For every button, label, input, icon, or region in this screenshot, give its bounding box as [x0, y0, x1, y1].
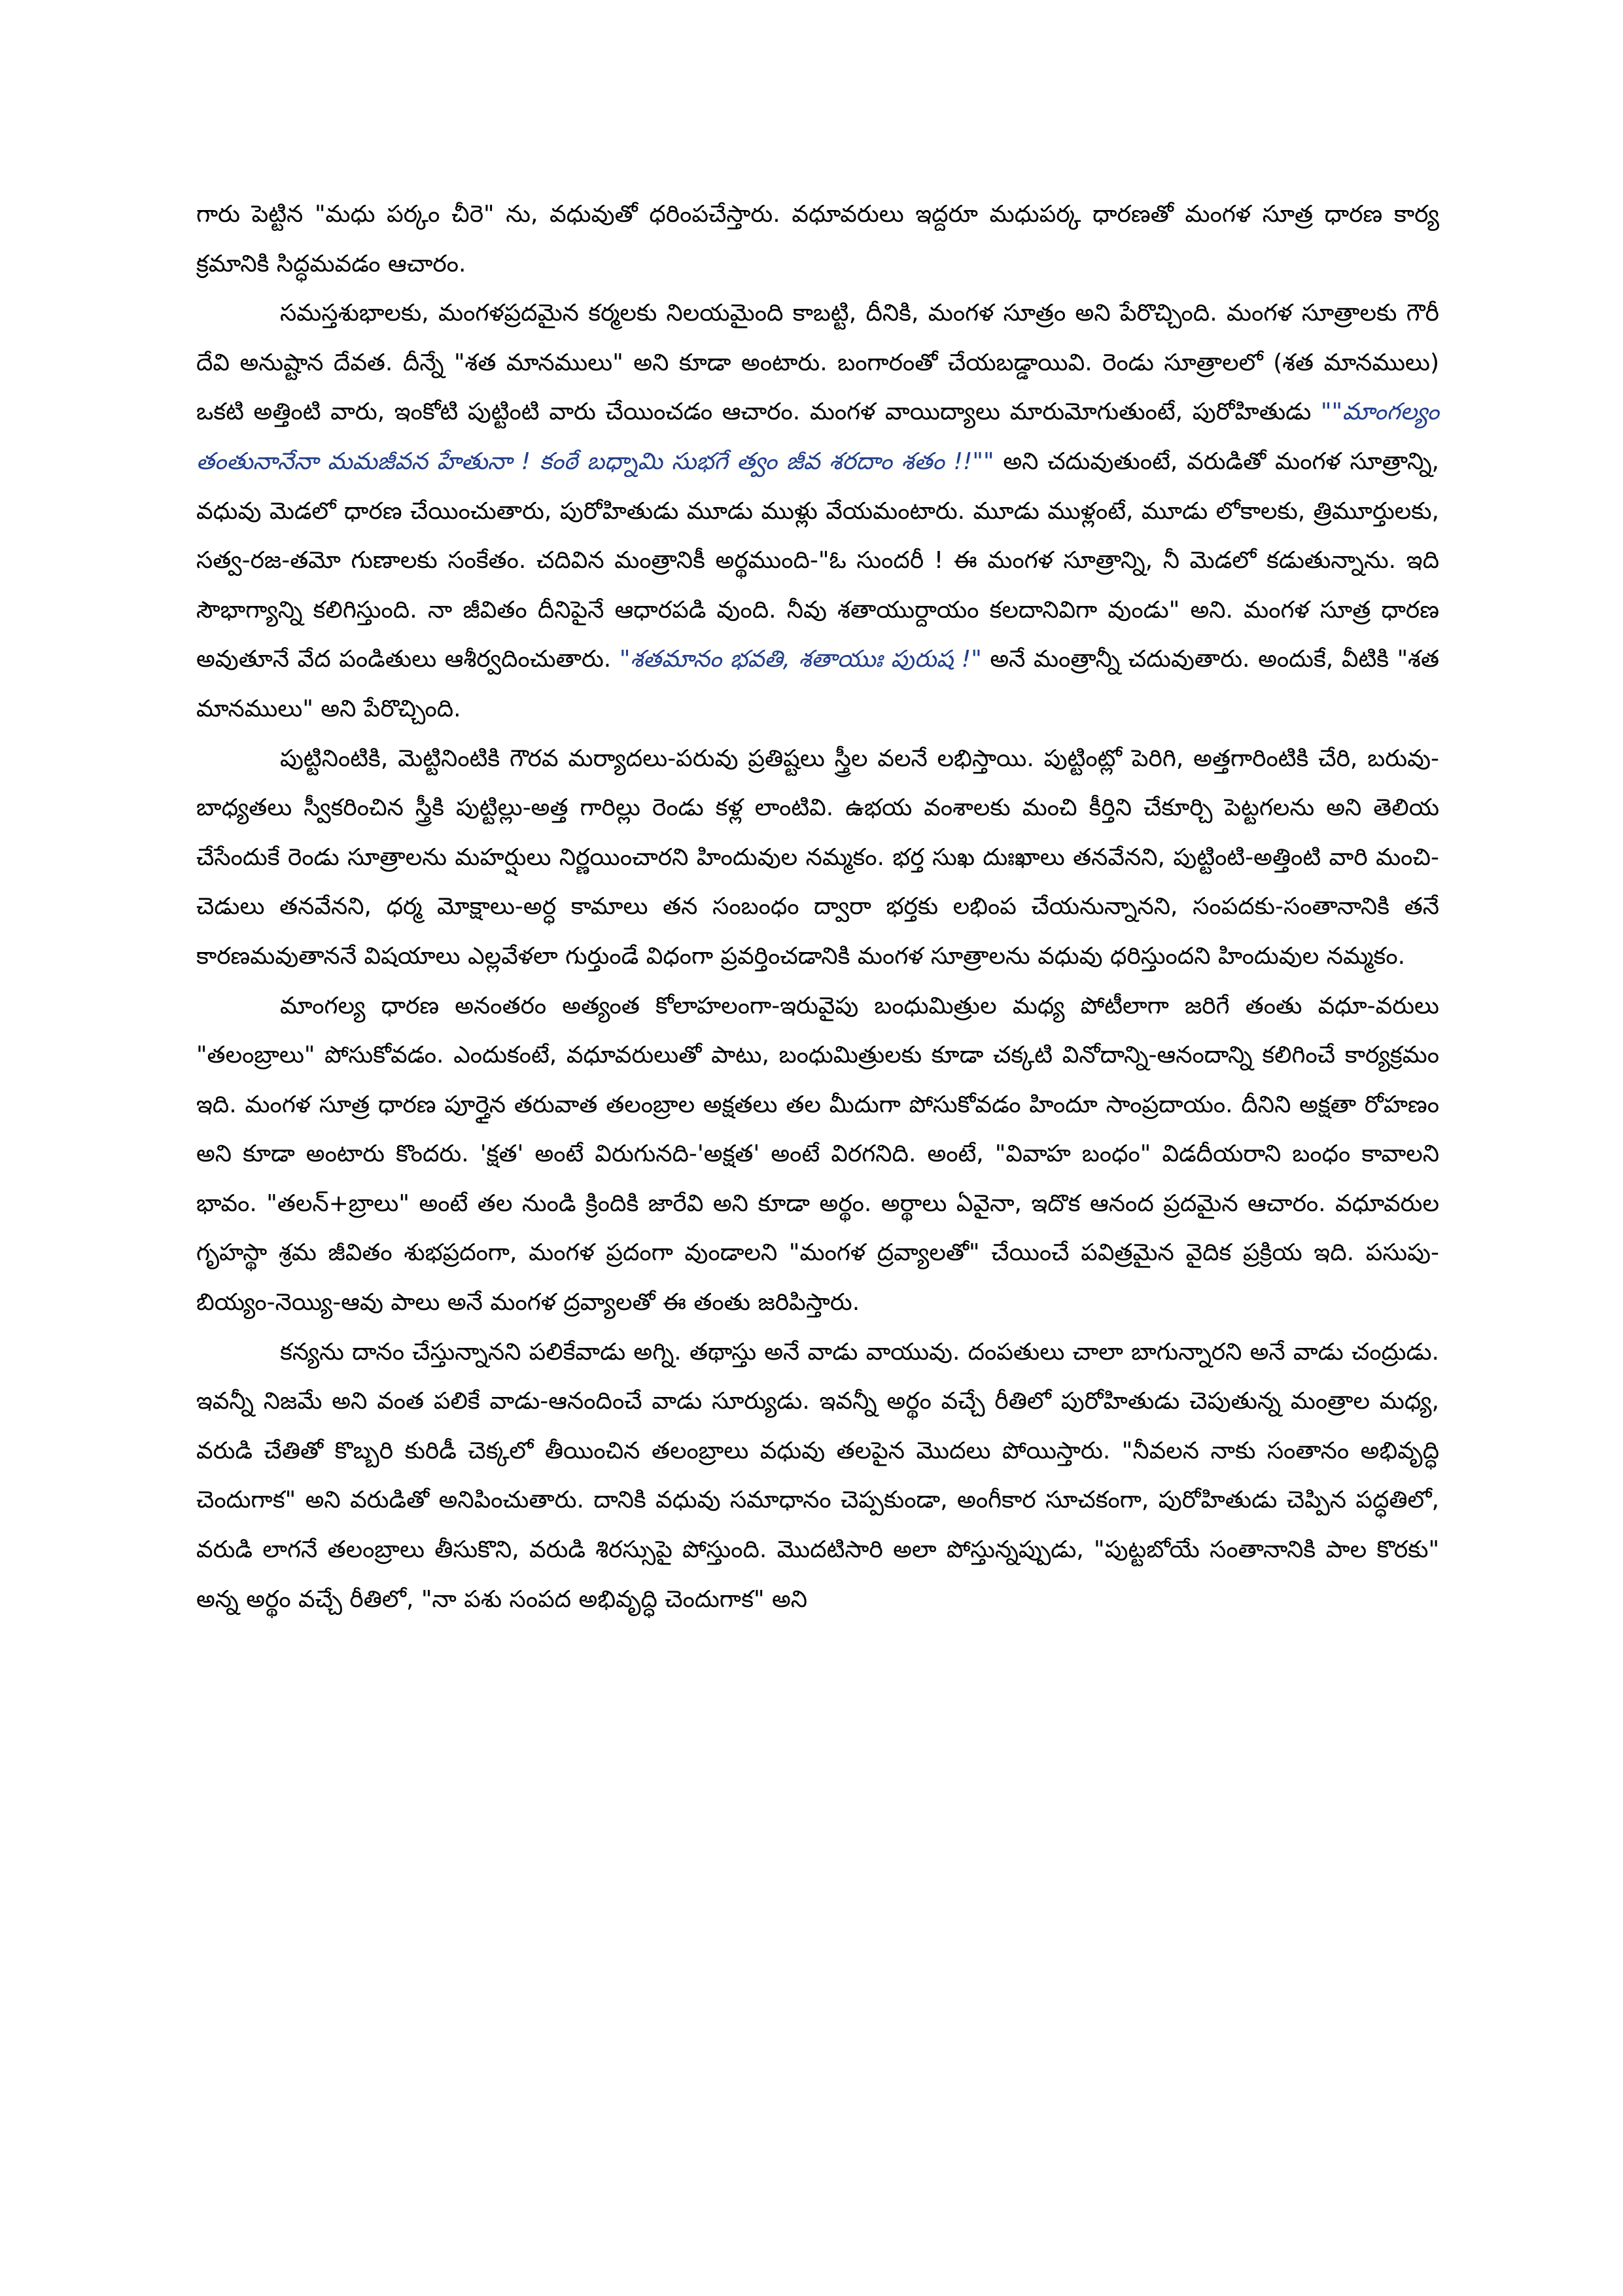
paragraph [196, 289, 1439, 733]
mantra-quote: "శతమానం భవతి, శతాయుః పురుష !" [619, 646, 982, 673]
paragraph-text: మాంగల్య ధారణ అనంతరం అత్యంత కోలాహలంగా-ఇరువైపు బంధుమిత్రుల మధ్య పోటీలాగా జరిగే తంతు వధూ-వరులు "తలంబ్రాలు" పోసుకోవడం. ఎందుకంటే, వధూవరులుతో పాటు, బంధుమిత్రులకు కూడా చక్కటి వినోదాన్ని-ఆనందాన్ని కలిగించే కార్యక్రమం ఇది. మంగళ సూత్ర ధారణ పూర్తైన తరువాత తలంబ్రాల అక్షతలు తల మీదుగా పోసుకోవడం హిందూ సాంప్రదాయం. దీనిని అక్షతా రోహణం అని కూడా అంటారు కొందరు. 'క్షత' అంటే విరుగునది-'అక్షత' అంటే విరగనిది. అంటే, "వివాహ బంధం" విడదీయరాని బంధం కావాలని భావం. "తలన్+బ్రాలు" అంటే తల నుండి క్రిందికి జారేవి అని కూడా అర్థం. అర్థాలు ఏవైనా, ఇదొక ఆనంద ప్రదమైన ఆచారం. వధూవరుల గృహస్థా శ్రమ జీవితం శుభప్రదంగా, మంగళ ప్రదంగా వుండాలని "మంగళ ద్రవ్యాలతో" చేయించే పవిత్రమైన వైదిక ప్రక్రియ ఇది. పసుపు-బియ్యం-నెయ్యి-ఆవు పాలు అనే మంగళ ద్రవ్యాలతో ఈ తంతు జరిపిస్తారు. [196, 992, 1439, 1316]
paragraph-text: కన్యను దానం చేస్తున్నానని పలికేవాడు అగ్ని. తథాస్తు అనే వాడు వాయువు. దంపతులు చాలా బాగున్నారని అనే వాడు చంద్రుడు. ఇవన్నీ నిజమే అని వంత పలికే వాడు-ఆనందించే వాడు సూర్యుడు. ఇవన్నీ అర్థం వచ్చే రీతిలో పురోహితుడు చెపుతున్న మంత్రాల మధ్య, వరుడి చేతితో కొబ్బరి కురిడీ చెక్కలో తీయించిన తలంబ్రాలు వధువు తలపైన మొదలు పోయిస్తారు. "నీవలన నాకు సంతానం అభివృద్ధి చెందుగాక" అని వరుడితో అనిపించుతారు. దానికి వధువు సమాధానం చెప్పకుండా, అంగీకార సూచకంగా, పురోహితుడు చెప్పిన పద్ధతిలో, వరుడి లాగనే తలంబ్రాలు తీసుకొని, వరుడి శిరస్సుపై పోస్తుంది. మొదటిసారి అలా పోస్తున్నప్పుడు, "పుట్టబోయే సంతానానికి పాల కొరకు" అన్న అర్థం వచ్చే రీతిలో, "నా పశు సంపద అభివృద్ధి చెందుగాక" అని [196, 1338, 1439, 1613]
paragraph-text: గారు పెట్టిన "మధు పర్కం చీరె" ను, వధువుతో ధరింపచేస్తారు. వధూవరులు ఇద్దరూ మధుపర్క ధారణతో మంగళ సూత్ర ధారణ కార్య క్రమానికి సిద్ధమవడం ఆచారం. [196, 201, 1439, 277]
paragraph [196, 734, 1439, 981]
paragraph [196, 981, 1439, 1328]
paragraph-text: అనే మంత్రాన్నీ చదువుతారు. అందుకే, వీటికి "శత మానములు" అని పేరొచ్చింది. [196, 646, 1439, 722]
paragraph-text: అని చదువుతుంటే, వరుడితో మంగళ సూత్రాన్ని, వధువు మెడలో ధారణ చేయించుతారు, పురోహితుడు మూడు ముళ్లు వేయమంటారు. మూడు ముళ్లంటే, మూడు లోకాలకు, త్రిమూర్తులకు, సత్వ-రజ-తమో గుణాలకు సంకేతం. చదివిన మంత్రానికీ అర్థముంది-"ఓ సుందరీ ! ఈ మంగళ సూత్రాన్ని, నీ మెడలో కడుతున్నాను. ఇది సౌభాగ్యాన్ని కలిగిస్తుంది. నా జీవితం దీనిపైనే ఆధారపడి వుంది. నీవు శతాయుర్దాయం కలదానివిగా వుండు" అని. మంగళ సూత్ర ధారణ అవుతూనే వేద పండితులు ఆశీర్వదించుతారు. [196, 448, 1439, 673]
document-page [196, 190, 1439, 1624]
mantra-quote: ""మాంగల్యం తంతునానేనా మమజీవన హేతునా ! కంఠే బధ్నామి సుభగే త్వం జీవ శరదాం శతం !!"" [196, 398, 1439, 475]
paragraph-text: సమస్తశుభాలకు, మంగళప్రదమైన కర్మలకు నిలయమైంది కాబట్టి, దీనికి, మంగళ సూత్రం అని పేరొచ్చింది. మంగళ సూత్రాలకు గౌరీ దేవి అనుష్టాన దేవత. దీన్నే "శత మానములు" అని కూడా అంటారు. బంగారంతో చేయబడ్డాయివి. రెండు సూత్రాలలో (శత మానములు) ఒకటి అత్తింటి వారు, ఇంకోటి పుట్టింటి వారు చేయించడం ఆచారం. మంగళ వాయిద్యాలు మారుమోగుతుంటే, పురోహితుడు [196, 300, 1439, 426]
paragraph [196, 1328, 1439, 1625]
paragraph [196, 190, 1439, 289]
paragraph-text: పుట్టినింటికి, మెట్టినింటికి గౌరవ మర్యాదలు-పరువు ప్రతిష్టలు స్త్రీల వలనే లభిస్తాయి. పుట్టింట్లో పెరిగి, అత్తగారింటికి చేరి, బరువు-బాధ్యతలు స్వీకరించిన స్త్రీకి పుట్టిల్లు-అత్త గారిల్లు రెండు కళ్ల లాంటివి. ఉభయ వంశాలకు మంచి కీర్తిని చేకూర్చి పెట్టగలను అని తెలియ చేసేందుకే రెండు సూత్రాలను మహర్షులు నిర్ణయించారని హిందువుల నమ్మకం. భర్త సుఖ దుఃఖాలు తనవేనని, పుట్టింటి-అత్తింటి వారి మంచి-చెడులు తనవేనని, ధర్మ మోక్షాలు-అర్ధ కామాలు తన సంబంధం ద్వారా భర్తకు లభింప చేయనున్నానని, సంపదకు-సంతానానికి తనే కారణమవుతాననే విషయాలు ఎల్లవేళలా గుర్తుండే విధంగా ప్రవర్తించడానికి మంగళ సూత్రాలను వధువు ధరిస్తుందని హిందువుల నమ్మకం. [196, 745, 1439, 970]
